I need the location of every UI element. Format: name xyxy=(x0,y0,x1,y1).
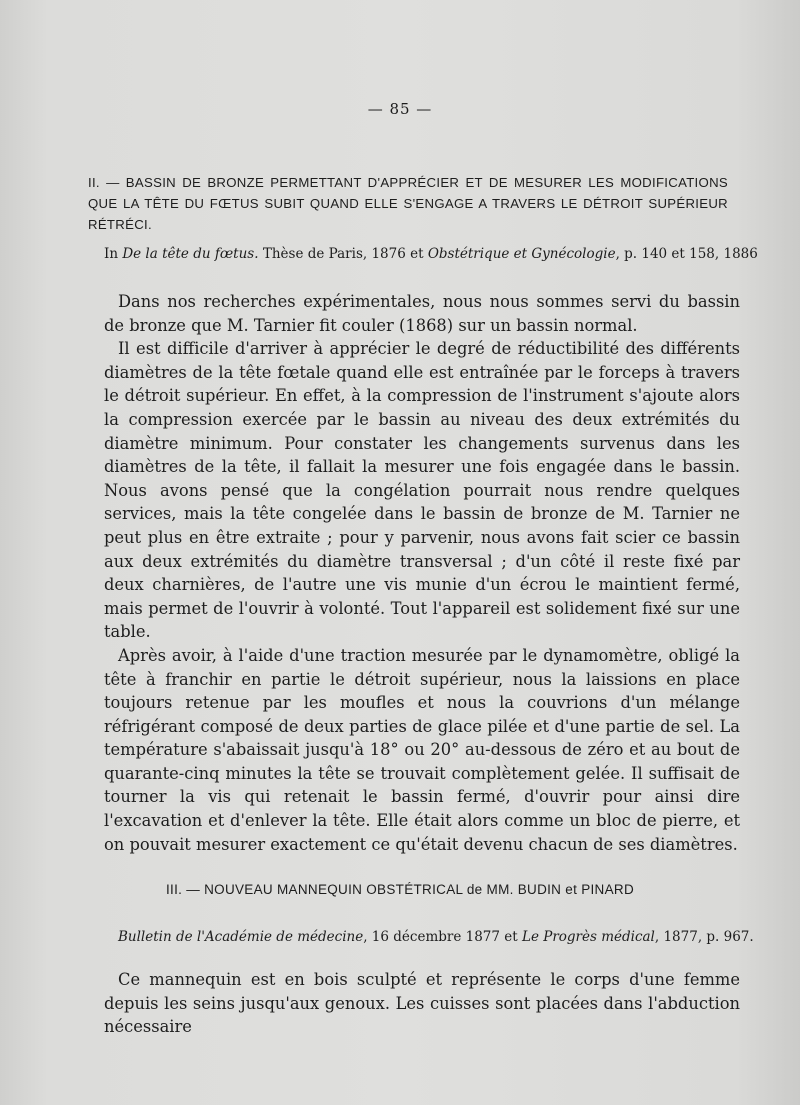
citation-middle: Thèse de Paris, 1876 et xyxy=(258,246,428,262)
paragraph: Il est difficile d'arriver à apprécier le degré de réductibilité des différents diamètres de la tête fœtale quand elle est entraînée par le forceps à travers le détroit supérieur. En effet, à la compression de l'instrument s'ajoute alors la compression exercée par le bassin au niveau des deux extrémités du diamètre minimum. Pour constater les changements survenus dans les diamètres de la tête, il fallait la mesurer une fois engagée dans le bassin. Nous avons pensé que la congélation pourrait nous rendre quelques services, mais la tête congelée dans le bassin de bronze de M. Tarnier ne peut plus en être extraite ; pour y parvenir, nous avons fait scier ce bassin aux deux extrémités du diamètre transversal ; d'un côté il reste fixé par deux charnières, de l'autre une vis munie d'un écrou le maintient fermé, mais permet de l'ouvrir à volonté. Tout l'appareil est solidement fixé sur une table. xyxy=(104,339,740,642)
citation-work-2: Le Progrès médical xyxy=(521,929,655,945)
section-2-body xyxy=(104,290,740,856)
citation-work-1: Bulletin de l'Académie de médecine xyxy=(118,929,364,945)
citation-prefix: In xyxy=(104,246,123,262)
section-2-citation xyxy=(104,246,758,262)
paragraph: Ce mannequin est en bois sculpté et représente le corps d'une femme depuis les seins jusqu'aux genoux. Les cuisses sont placées dans l'abduction nécessaire xyxy=(104,970,740,1037)
citation-middle: , 16 décembre 1877 et xyxy=(363,929,522,945)
section-3-body xyxy=(104,968,740,1039)
citation-work-2: Obstétrique et Gynécologie xyxy=(427,246,616,262)
citation-suffix: , 1877, p. 967. xyxy=(654,929,754,945)
section-3-title: III. — NOUVEAU MANNEQUIN OBSTÉTRICAL de MM. BUDIN et PINARD xyxy=(165,882,635,897)
paragraph: Dans nos recherches expérimentales, nous nous sommes servi du bassin de bronze que M. Tarnier fit couler (1868) sur un bassin normal. xyxy=(104,292,740,335)
citation-work-1: De la tête du fœtus. xyxy=(122,246,259,262)
paragraph: Après avoir, à l'aide d'une traction mesurée par le dynamomètre, obligé la tête à franchir en partie le détroit supérieur, nous la laissions en place toujours retenue par les moufles et nous la couvrions d'un mélange réfrigérant composé de deux parties de glace pilée et d'une partie de sel. La température s'abaissait jusqu'à 18° ou 20° au-dessous de zéro et au bout de quarante-cinq minutes la tête se trouvait complètement gelée. Il suffisait de tourner la vis qui retenait le bassin fermé, d'ouvrir pour ainsi dire l'excavation et d'enlever la tête. Elle était alors comme un bloc de pierre, et on pouvait mesurer exactement ce qu'était devenu chacun de ses diamètres. xyxy=(104,645,740,854)
page-number: — 85 — xyxy=(367,100,433,118)
section-3-citation xyxy=(118,929,754,945)
citation-suffix: , p. 140 et 158, 1886 xyxy=(615,246,758,262)
section-2-title: II. — BASSIN DE BRONZE PERMETTANT D'APPRÉCIER ET DE MESURER LES MODIFICATIONS QUE LA TÊTE DU FŒTUS SUBIT QUAND ELLE S'ENGAGE A TRAVERS LE DÉTROIT SUPÉRIEUR RÉTRÉCI. xyxy=(88,175,728,232)
